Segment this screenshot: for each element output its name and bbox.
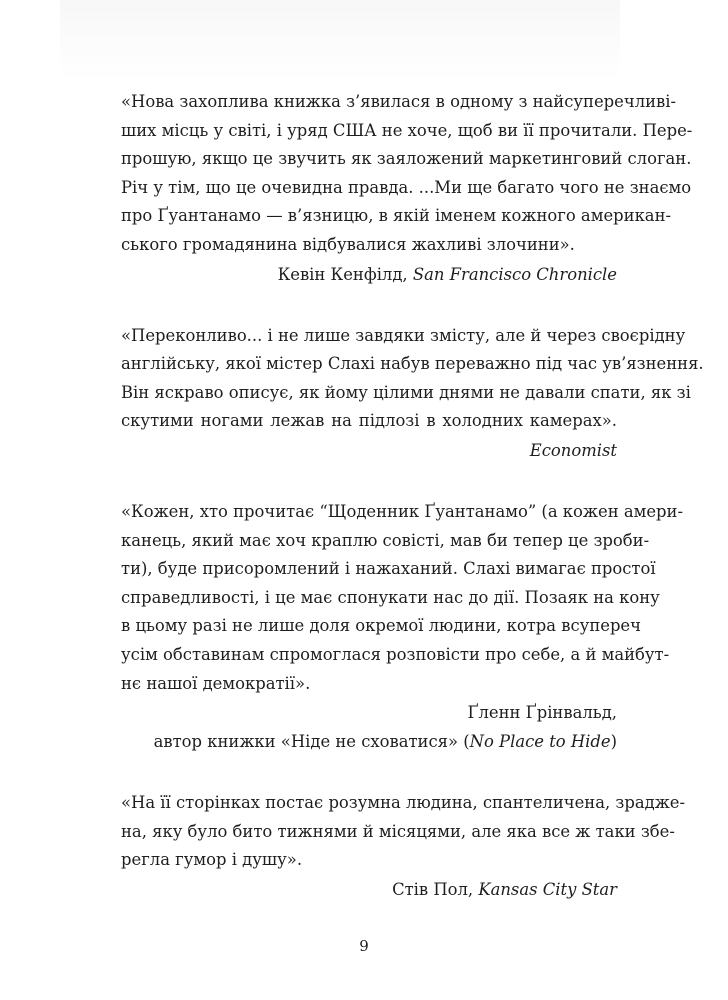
review-attribution	[121, 436, 617, 465]
quote-line: про Ґуантанамо — в’язницю, в якій іменем кожного американ-	[121, 206, 672, 226]
reviewer-role-suffix: )	[610, 732, 617, 752]
quote-line: усім обставинам спромоглася розповісти про себе, а й майбут-	[121, 644, 670, 664]
reviewer-role-prefix: автор книжки «Ніде не сховатися» (	[153, 732, 470, 752]
review-attribution	[121, 698, 617, 727]
quote-line: регла гумор і душу».	[121, 850, 303, 870]
quote-line: нє нашої демократії».	[121, 673, 311, 693]
review-attribution	[121, 875, 617, 904]
reviewer-name: Ґленн Ґрінвальд,	[467, 703, 617, 723]
quote-line: англійську, якої містер Слахі набув переважно під час ув’язнення.	[121, 354, 704, 374]
book-title: No Place to Hide	[469, 732, 611, 752]
quote-line: ського громадянина відбувалися жахливі злочини».	[121, 234, 575, 254]
quote-line: «Кожен, хто прочитає “Щоденник Ґуантанамо” (а кожен амери-	[121, 501, 684, 521]
review-blurb	[121, 322, 704, 465]
quote-line: Він яскраво описує, як йому цілими днями не давали спати, як зі	[121, 382, 691, 402]
review-quote	[121, 322, 704, 436]
page-number: 9	[359, 937, 369, 955]
quote-line: в цьому разі не лише доля окремої людини, котра всупереч	[121, 616, 641, 636]
quote-line: справедливості, і це має спонукати нас до дії. Позаяк на кону	[121, 587, 660, 607]
review-blurb	[121, 498, 684, 756]
quote-line: ти), буде присоромлений і нажаханий. Слахі вимагає простої	[121, 559, 656, 579]
show-through-artifact	[60, 0, 620, 80]
review-quote	[121, 498, 684, 698]
review-attribution	[121, 260, 617, 289]
quote-line: «Нова захоплива книжка з’явилася в одному з найсуперечливі-	[121, 92, 677, 111]
quote-line: канець, який має хоч краплю совісті, мав би тепер це зроби-	[121, 530, 650, 550]
quote-line: «На її сторінках постає розумна людина, спантеличена, зрадже-	[121, 793, 686, 813]
quote-line: скутими ногами лежав на підлозі в холодних камерах».	[121, 411, 617, 431]
quote-line: Річ у тім, що це очевидна правда. ...Ми ще багато чого не знаємо	[121, 177, 692, 197]
quote-line: ших місць у світі, і уряд США не хоче, щоб ви її прочитали. Пере-	[121, 120, 693, 140]
quote-line: на, яку було бито тижнями й місяцями, але яка все ж таки збе-	[121, 821, 675, 841]
quote-line: «Переконливо... і не лише завдяки змісту, але й через своєрідну	[121, 325, 686, 345]
review-quote	[121, 88, 693, 260]
quote-line: прошую, якщо це звучить як заяложений маркетинговий слоган.	[121, 149, 692, 169]
reviewer-role	[121, 727, 617, 756]
review-blurb	[121, 789, 686, 904]
page-body	[121, 88, 704, 904]
review-quote	[121, 789, 686, 875]
publication-name: Economist	[529, 440, 617, 460]
reviewer-name: Кевін Кенфілд,	[277, 264, 408, 284]
review-blurb	[121, 88, 693, 289]
publication-name: San Francisco Chronicle	[412, 264, 617, 284]
publication-name: Kansas City Star	[478, 879, 617, 899]
reviewer-name: Стів Пол,	[392, 879, 474, 899]
